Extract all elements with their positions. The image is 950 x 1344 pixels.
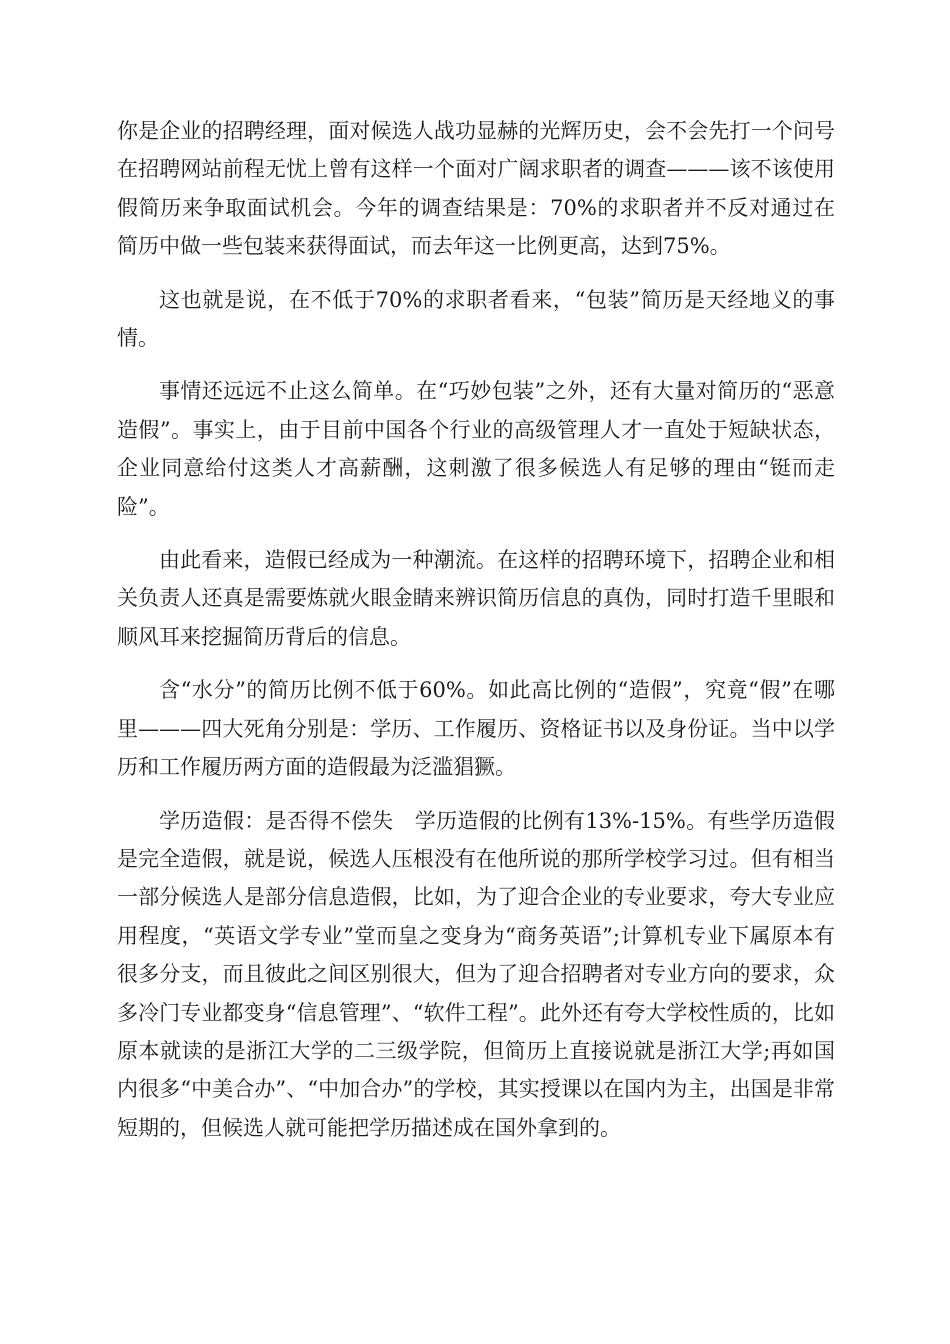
paragraph-1: 你是企业的招聘经理，面对候选人战功显赫的光辉历史，会不会先打一个问号 在招聘网站前程无忧上曾有这样一个面对广阔求职者的调查———该不该使用假简历来争取面试机会。今年的调查结果是：70%的求职者并不反对通过在简历中做一些包装来获得面试，而去年这一比例更高，达到75%。 [117,119,856,259]
paragraph-2: 这也就是说，在不低于70%的求职者看来，“包装”简历是天经地义的事情。 [117,287,835,351]
paragraph-4: 由此看来，造假已经成为一种潮流。在这样的招聘环境下，招聘企业和相关负责人还真是需要炼就火眼金睛来辨识简历信息的真伪，同时打造千里眼和顺风耳来挖掘简历背后的信息。 [117,548,835,649]
paragraph-5: 含“水分”的简历比例不低于60%。如此高比例的“造假”，究竟“假”在哪里———四大死角分别是：学历、工作履历、资格证书以及身份证。当中以学历和工作履历两方面的造假最为泛滥猖獗。 [117,678,835,780]
document-body [117,112,856,1147]
paragraph-3: 事情还远远不止这么简单。在“巧妙包装”之外，还有大量对简历的“恶意造假”。事实上，由于目前中国各个行业的高级管理人才一直处于短缺状态，企业同意给付这类人才高薪酬，这刺激了很多候选人有足够的理由“铤而走险”。 [117,379,835,519]
paragraph-6: 学历造假：是否得不偿失 学历造假的比例有13%-15%。有些学历造假是完全造假，就是说，候选人压根没有在他所说的那所学校学习过。但有相当一部分候选人是部分信息造假，比如，为了迎合企业的专业要求，夸大专业应用程度，“英语文学专业”堂而皇之变身为“商务英语”;计算机专业下属原本有很多分支，而且彼此之间区别很大，但为了迎合招聘者对专业方向的要求，众多冷门专业都变身“信息管理”、“软件工程”。此外还有夸大学校性质的，比如原本就读的是浙江大学的二三级学院，但简历上直接说就是浙江大学;再如国内很多“中美合办”、“中加合办”的学校，其实授课以在国内为主，出国是非常短期的，但候选人就可能把学历描述成在国外拿到的。 [117,808,835,1140]
